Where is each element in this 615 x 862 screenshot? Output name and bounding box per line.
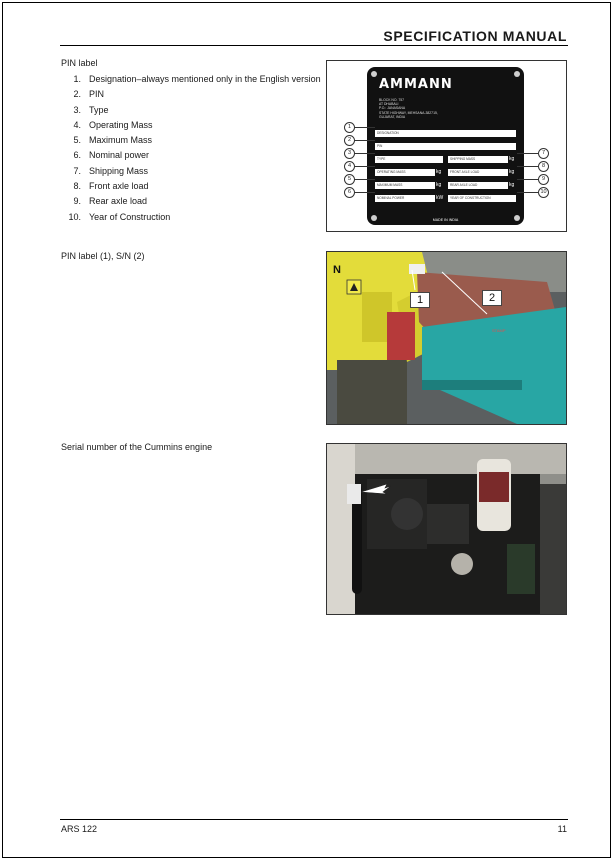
- screw-icon: [371, 71, 377, 77]
- callout-leader: [354, 166, 375, 167]
- callout-leader: [354, 127, 375, 128]
- callout-2: 2: [482, 290, 502, 306]
- machine-illustration: [327, 252, 566, 424]
- decal-letter: N: [333, 264, 341, 276]
- unit-kg: kg: [436, 169, 442, 175]
- callout-9: 9: [538, 174, 549, 185]
- list-item: 10. Year of Construction: [68, 211, 171, 222]
- engine-serial-heading: Serial number of the Cummins engine: [61, 442, 213, 452]
- callout-leader: [354, 179, 375, 180]
- unit-kg: kg: [509, 182, 515, 188]
- callout-2: 2: [344, 135, 355, 146]
- unit-kg: kg: [436, 182, 442, 188]
- list-item: 1. Designation–always mentioned only in the English version: [73, 74, 321, 84]
- header-rule: [60, 45, 568, 46]
- field-rear-axle-load: REAR AXLE LOAD: [448, 182, 508, 189]
- plate-address: BLOCK NO. 757 AT DHABALI P.O.: JANASANA STATE HIGHWAY, MEHSANA-382715, GUJARAT, INDIA: [379, 98, 438, 119]
- field-pin: PIN: [375, 143, 516, 150]
- callout-7: 7: [538, 148, 549, 159]
- callout-leader: [517, 179, 538, 180]
- unit-kw: kW: [436, 195, 444, 201]
- callout-10: 10: [538, 187, 549, 198]
- footer-model: ARS 122: [61, 824, 98, 834]
- field-operating-mass: OPERATING MASS: [375, 169, 435, 176]
- callout-leader: [517, 153, 538, 154]
- callout-3: 3: [344, 148, 355, 159]
- pin-plate-figure: [326, 60, 567, 232]
- unit-kg: kg: [509, 156, 515, 162]
- field-front-axle-load: FRONT AXLE LOAD: [448, 169, 508, 176]
- callout-5: 5: [344, 174, 355, 185]
- page-title: SPECIFICATION MANUAL: [383, 28, 567, 44]
- list-item: 7. Shipping Mass: [73, 165, 149, 176]
- list-item: 2. PIN: [73, 89, 105, 100]
- list-item: 4. Operating Mass: [73, 119, 153, 130]
- footer-rule: [60, 819, 568, 820]
- field-maximum-mass: MAXIMUM MASS: [375, 182, 435, 189]
- callout-1: 1: [344, 122, 355, 133]
- pin-plate: [367, 67, 524, 225]
- field-nominal-power: NOMINAL POWER: [375, 195, 435, 202]
- pin-label-heading: PIN label: [61, 58, 98, 68]
- list-item: 3. Type: [73, 104, 109, 115]
- field-type: TYPE: [375, 156, 443, 163]
- callout-leader: [354, 153, 375, 154]
- list-item: 9. Rear axle load: [73, 196, 148, 207]
- screw-icon: [514, 71, 520, 77]
- pin-sn-heading: PIN label (1), S/N (2): [61, 251, 145, 261]
- callout-leader: [517, 166, 538, 167]
- callout-8: 8: [538, 161, 549, 172]
- field-year-of-construction: YEAR OF CONSTRUCTION: [448, 195, 516, 202]
- svg-text:STAMP: STAMP: [492, 328, 506, 333]
- list-item: 8. Front axle load: [73, 181, 149, 192]
- page-number: 11: [557, 824, 567, 834]
- callout-1: 1: [410, 292, 430, 308]
- list-item: 6. Nominal power: [73, 150, 150, 161]
- field-designation: DESIGNATION: [375, 130, 516, 137]
- engine-illustration: [327, 444, 566, 614]
- callout-leader: [517, 192, 538, 193]
- field-shipping-mass: SHIPPING MASS: [448, 156, 508, 163]
- callout-4: 4: [344, 161, 355, 172]
- ammann-logo: AMMANN: [379, 77, 453, 92]
- callout-leader: [354, 140, 375, 141]
- made-in-label: MADE IN INDIA: [432, 218, 459, 222]
- machine-photo: [326, 251, 567, 425]
- engine-photo: [326, 443, 567, 615]
- unit-kg: kg: [509, 169, 515, 175]
- callout-leader: [354, 192, 375, 193]
- list-item: 5. Maximum Mass: [73, 135, 153, 146]
- callout-6: 6: [344, 187, 355, 198]
- pin-label-list: [61, 72, 321, 225]
